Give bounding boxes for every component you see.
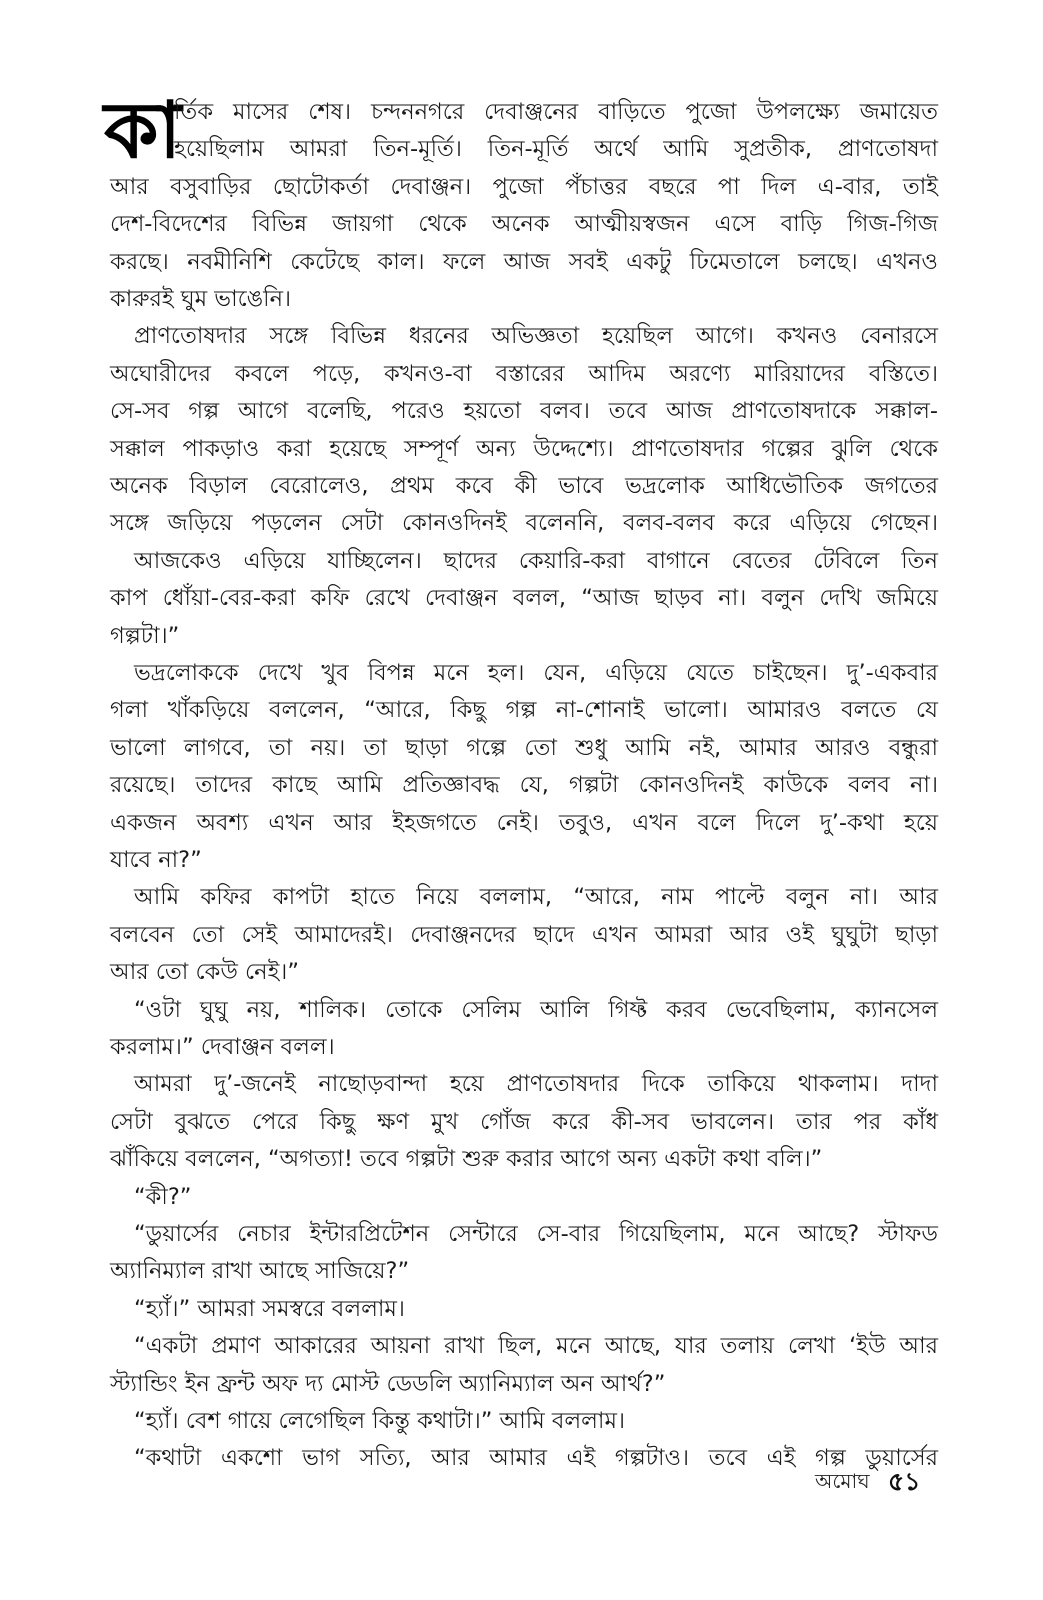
text-line: কাপ ধোঁয়া-বের-করা কফি রেখে দেবাঞ্জন বলল, “আজ ছাড়ব না। বলুন দেখি জমিয়ে [110,585,938,612]
text-line: আমি কফির কাপটা হাতে নিয়ে বললাম, “আরে, নাম পাল্টে বলুন না। আর [134,884,938,911]
text-line: “কথাটা একশো ভাগ সত্যি, আর আমার এই গল্পটাও। তবে এই গল্প ডুয়ার্সের [134,1445,938,1472]
text-line: প্রাণতোষদার সঙ্গে বিভিন্ন ধরনের অভিজ্ঞতা হয়েছিল আগে। কখনও বেনারসে [134,323,938,350]
text-line: “ডুয়ার্সের নেচার ইন্টারপ্রিটেশন সেন্টারে সে-বার গিয়েছিলাম, মনে আছে? স্টাফড [134,1221,938,1247]
text-line: রয়েছে। তাদের কাছে আমি প্রতিজ্ঞাবদ্ধ যে, গল্পটা কোনওদিনই কাউকে বলব না। [110,772,938,799]
text-line: সঙ্গে জড়িয়ে পড়লেন সেটা কোনওদিনই বলেননি, বলব-বলব করে এড়িয়ে গেছেন। [110,510,938,537]
page-number: ৫১ [888,1467,921,1496]
running-footer-title: অমোঘ [815,1469,870,1493]
text-line: করলাম।” দেবাঞ্জন বলল। [110,1034,335,1060]
text-line: র্তিক মাসের শেষ। চন্দননগরে দেবাঞ্জনের বাড়িতে পুজো উপলক্ষ্যে জমায়েত [174,99,938,125]
text-line: ভদ্রলোককে দেখে খুব বিপন্ন মনে হল। যেন, এড়িয়ে যেতে চাইছেন। দু’-একবার [134,660,938,686]
text-line: কারুরই ঘুম ভাঙেনি। [110,286,292,312]
text-line: করছে। নবমীনিশি কেটেছে কাল। ফলে আজ সবই একটু ঢিমেতালে চলছে। এখনও [110,248,938,275]
text-line: সক্কাল পাকড়াও করা হয়েছে সম্পূর্ণ অন্য উদ্দেশ্যে। প্রাণতোষদার গল্পের ঝুলি থেকে [110,435,938,462]
text-line: স্ট্যান্ডিং ইন ফ্রন্ট অফ দ্য মোস্ট ডেডলি অ্যানিম্যাল অন আর্থ?” [110,1370,666,1397]
text-line: অনেক বিড়াল বেরোলেও, প্রথম কবে কী ভাবে ভদ্রলোক আধিভৌতিক জগতের [110,473,938,499]
text-line: আর বসুবাড়ির ছোটোকর্তা দেবাঞ্জন। পুজো পঁচাত্তর বছরে পা দিল এ-বার, তাই [110,173,938,200]
text-line: আমরা দু’-জনেই নাছোড়বান্দা হয়ে প্রাণতোষদার দিকে তাকিয়ে থাকলাম। দাদা [134,1071,938,1098]
text-line: সেটা বুঝতে পেরে কিছু ক্ষণ মুখ গোঁজ করে কী-সব ভাবলেন। তার পর কাঁধ [110,1108,938,1135]
text-line: যাবে না?” [110,847,202,873]
drop-cap: কা [104,86,182,176]
text-line: হয়েছিলাম আমরা তিন-মূর্তি। তিন-মূর্তি অর্থে আমি সুপ্রতীক, প্রাণতোষদা [174,136,938,163]
text-line: অ্যানিম্যাল রাখা আছে সাজিয়ে?” [110,1258,410,1285]
text-line: সে-সব গল্প আগে বলেছি, পরেও হয়তো বলব। তবে আজ প্রাণতোষদাকে সক্কাল- [110,398,938,425]
text-line: “হ্যাঁ।” আমরা সমস্বরে বললাম। [134,1295,405,1322]
text-line: “হ্যাঁ। বেশ গায়ে লেগেছিল কিন্তু কথাটা।” আমি বললাম। [134,1408,625,1434]
text-line: দেশ-বিদেশের বিভিন্ন জায়গা থেকে অনেক আত্মীয়স্বজন এসে বাড়ি গিজ-গিজ [110,211,938,238]
text-line: বলবেন তো সেই আমাদেরই। দেবাঞ্জনদের ছাদে এখন আমরা আর ওই ঘুঘুটা ছাড়া [110,921,938,948]
text-line: “কী?” [134,1183,192,1210]
text-line: একজন অবশ্য এখন আর ইহজগতে নেই। তবুও, এখন বলে দিলে দু’-কথা হয়ে [110,809,938,836]
text-line: অঘোরীদের কবলে পড়ে, কখনও-বা বস্তারের আদিম অরণ্যে মারিয়াদের বস্তিতে। [110,360,938,387]
text-line: আর তো কেউ নেই।” [110,959,299,986]
text-line: গলা খাঁকড়িয়ে বললেন, “আরে, কিছু গল্প না-শোনাই ভালো। আমারও বলতে যে [110,697,938,724]
text-line: “একটা প্রমাণ আকারের আয়না রাখা ছিল, মনে আছে, যার তলায় লেখা ‘ইউ আর [134,1333,938,1360]
text-line: গল্পটা।” [110,622,180,649]
text-line: ঝাঁকিয়ে বললেন, “অগত্যা! তবে গল্পটা শুরু করার আগে অন্য একটা কথা বলি।” [110,1146,823,1173]
text-line: “ওটা ঘুঘু নয়, শালিক। তোকে সেলিম আলি গিফ্ট করব ভেবেছিলাম, ক্যানসেল [134,996,938,1023]
text-line: আজকেও এড়িয়ে যাচ্ছিলেন। ছাদের কেয়ারি-করা বাগানে বেতের টেবিলে তিন [134,547,938,574]
text-line: ভালো লাগবে, তা নয়। তা ছাড়া গল্পে তো শুধু আমি নই, আমার আরও বন্ধুরা [110,734,938,761]
